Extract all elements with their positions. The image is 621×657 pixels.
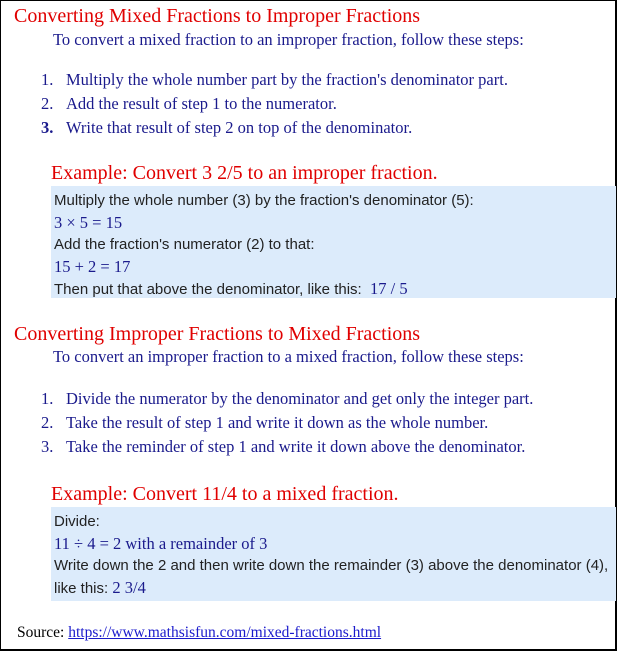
step-number: 3. (41, 118, 54, 137)
step-number: 3. (41, 437, 54, 456)
example-line-text: Then put that above the denominator, like this: (54, 281, 362, 298)
example-line-text: Write down the 2 and then write down the remainder (3) above the denominator (4), like this: (54, 557, 609, 597)
example-box (51, 507, 616, 601)
list-item (41, 92, 508, 116)
example-title: Example: Convert 11/4 to a mixed fraction. (51, 483, 399, 505)
list-item (41, 116, 508, 140)
section-title-mixed-to-improper: Converting Mixed Fractions to Improper Fractions (14, 5, 421, 27)
step-number: 1. (41, 70, 54, 89)
step-text: Divide the numerator by the denominator and get only the integer part. (66, 389, 534, 408)
example-line (54, 555, 610, 600)
section-intro: To convert a mixed fraction to an improper fraction, follow these steps: (53, 30, 524, 49)
step-number: 2. (41, 94, 54, 113)
step-text: Multiply the whole number part by the fraction's denominator part. (66, 70, 508, 89)
example-math: 15 + 2 = 17 (54, 257, 131, 276)
source-label: Source: (17, 624, 65, 641)
source-link[interactable]: https://www.mathsisfun.com/mixed-fractions.html (68, 624, 382, 641)
example-line: Multiply the whole number (3) by the fraction's denominator (5): (54, 192, 474, 209)
example-result: 2 3/4 (112, 578, 146, 597)
list-item (41, 435, 533, 459)
list-item (41, 387, 533, 411)
step-number: 2. (41, 413, 54, 432)
steps-list (41, 68, 508, 140)
section-intro: To convert an improper fraction to a mixed fraction, follow these steps: (53, 347, 524, 366)
list-item (41, 411, 533, 435)
example-result: 17 / 5 (370, 279, 408, 298)
list-item (41, 68, 508, 92)
step-text: Take the result of step 1 and write it down as the whole number. (66, 413, 489, 432)
step-number: 1. (41, 389, 54, 408)
example-math: 11 ÷ 4 = 2 with a remainder of 3 (54, 534, 268, 553)
example-box (51, 186, 616, 298)
steps-list (41, 387, 533, 459)
step-text: Add the result of step 1 to the numerator. (66, 94, 337, 113)
source-citation (17, 624, 381, 642)
section-title-improper-to-mixed: Converting Improper Fractions to Mixed Fractions (14, 323, 421, 345)
example-line: Add the fraction's numerator (2) to that: (54, 236, 315, 253)
example-title: Example: Convert 3 2/5 to an improper fraction. (51, 162, 438, 184)
example-line (54, 278, 610, 301)
example-line: Divide: (54, 513, 100, 530)
step-text: Take the reminder of step 1 and write it down above the denominator. (66, 437, 526, 456)
step-text: Write that result of step 2 on top of the denominator. (66, 118, 413, 137)
example-math: 3 × 5 = 15 (54, 213, 123, 232)
